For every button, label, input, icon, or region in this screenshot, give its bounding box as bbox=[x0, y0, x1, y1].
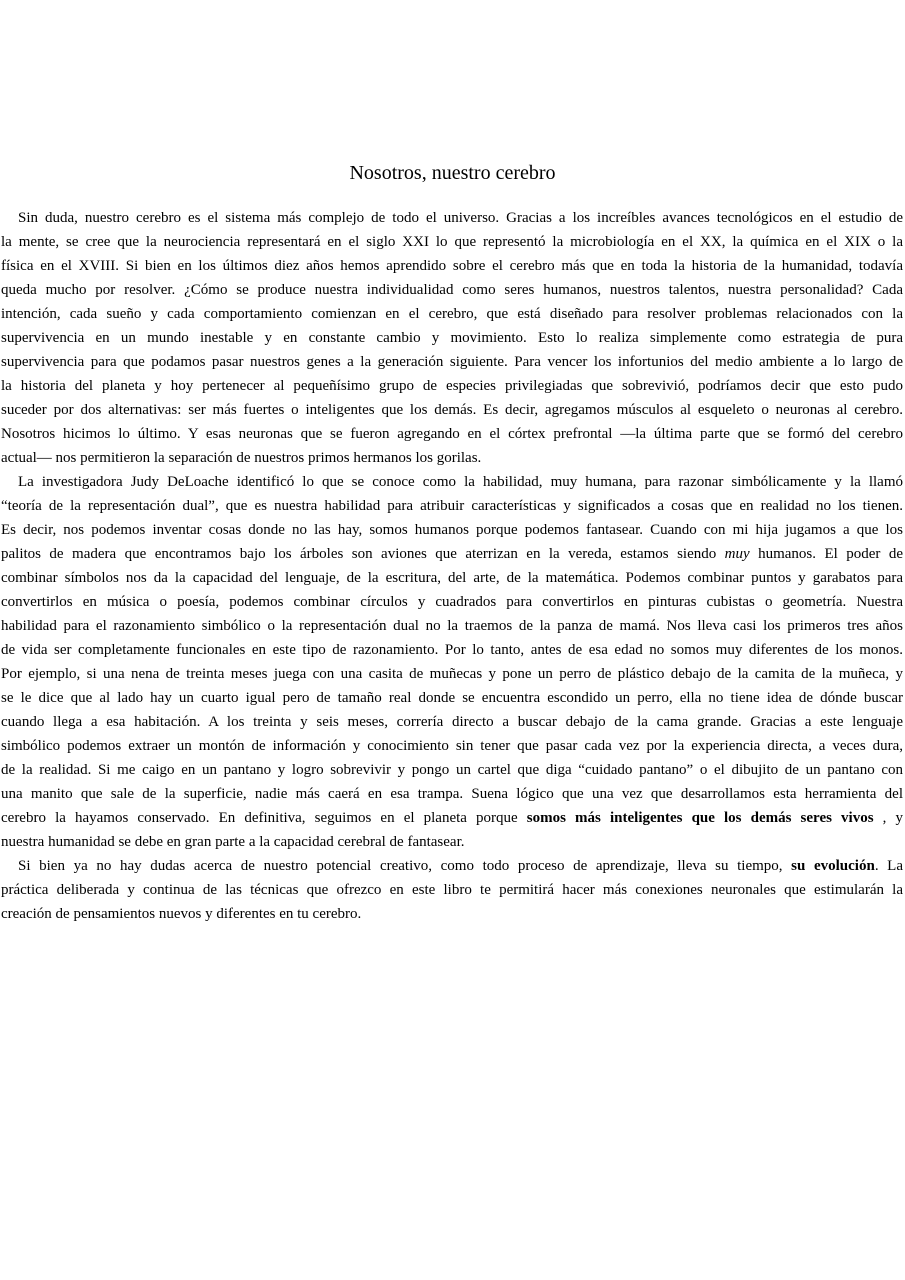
text-line bbox=[1, 830, 903, 854]
paragraph bbox=[1, 854, 903, 926]
text-segment: supervivencia en un mundo inestable y en constante cambio y movimiento. Esto lo realiza simplemente como estrategia de pura bbox=[1, 330, 903, 346]
text-segment: simbólico podemos extraer un montón de información y conocimiento sin tener que pasar cada vez por la experiencia directa, a veces dura, bbox=[1, 738, 903, 754]
bold-text: somos más inteligentes que los demás seres vivos bbox=[526, 810, 874, 826]
chapter-title: Nosotros, nuestro cerebro bbox=[349, 162, 556, 184]
paragraph bbox=[1, 470, 903, 854]
text-line bbox=[1, 806, 903, 830]
text-line bbox=[1, 734, 903, 758]
text-segment: actual— nos permitieron la separación de nuestros primos hermanos los gorilas. bbox=[1, 450, 482, 466]
text-line bbox=[1, 662, 903, 686]
text-segment: intención, cada sueño y cada comportamiento comienzan en el cerebro, que está diseñado para resolver problemas relacionados con la bbox=[1, 306, 903, 322]
text-segment: de la realidad. Si me caigo en un pantano y logro sobrevivir y pongo un cartel que diga “cuidado pantano” o el dibujito de un pantano con bbox=[1, 762, 903, 778]
text-segment: convertirlos en música o poesía, podemos combinar círculos y cuadrados para convertirlos en pinturas cubistas o geometría. Nuestra bbox=[1, 594, 903, 610]
text-line bbox=[1, 278, 903, 302]
text-line bbox=[1, 446, 903, 470]
text-line bbox=[1, 470, 903, 494]
text-segment: . La bbox=[874, 858, 904, 874]
text-segment: palitos de madera que encontramos bajo los árboles son aviones que aterrizan en la vereda, estamos siendo bbox=[1, 546, 725, 562]
text-segment: práctica deliberada y continua de las técnicas que ofrezco en este libro te permitirá hacer más conexiones neuronales que estimularán la bbox=[1, 882, 903, 898]
text-segment: Si bien ya no hay dudas acerca de nuestro potencial creativo, como todo proceso de aprendizaje, lleva su tiempo, bbox=[18, 858, 792, 874]
paragraph bbox=[1, 206, 903, 470]
text-line bbox=[1, 374, 903, 398]
text-line bbox=[1, 542, 903, 566]
text-segment: supervivencia para que podamos pasar nuestros genes a la generación siguiente. Para vencer los infortunios del medio ambiente a lo largo de bbox=[1, 354, 903, 370]
text-line bbox=[1, 566, 903, 590]
text-segment: se le dice que al lado hay un cuarto igual pero de tamaño real donde se encuentra escondido un perro, ella no tiene idea de dónde buscar bbox=[1, 690, 903, 706]
text-segment: Nosotros hicimos lo último. Y esas neuronas que se fueron agregando en el córtex prefrontal —la última parte que se formó del cerebro bbox=[1, 426, 903, 442]
text-segment: habilidad para el razonamiento simbólico o la representación dual no la traemos de la panza de mamá. Nos lleva casi los primeros tres años bbox=[1, 618, 903, 634]
text-line bbox=[1, 758, 903, 782]
text-line bbox=[1, 398, 903, 422]
text-segment: humanos. El poder de bbox=[749, 546, 903, 562]
text-segment: la mente, se cree que la neurociencia representará en el siglo XXI lo que representó la microbiología en el XX, la química en el XIX o la bbox=[1, 234, 903, 250]
text-segment: La investigadora Judy DeLoache identificó lo que se conoce como la habilidad, muy humana, para razonar simbólicamente y la llamó bbox=[18, 474, 903, 490]
text-segment: suceder por dos alternativas: ser más fuertes o inteligentes que los demás. Es decir, agregamos músculos al esqueleto o neuronas al cerebro. bbox=[1, 402, 903, 418]
text-line bbox=[1, 686, 903, 710]
text-line bbox=[1, 422, 903, 446]
text-segment: , y bbox=[873, 810, 903, 826]
text-segment: Es decir, nos podemos inventar cosas donde no las hay, somos humanos porque podemos fantasear. Cuando con mi hija jugamos a que los bbox=[1, 522, 903, 538]
bold-text: su evolución bbox=[791, 858, 875, 874]
text-line bbox=[1, 878, 903, 902]
text-segment: creación de pensamientos nuevos y diferentes en tu cerebro. bbox=[1, 906, 362, 922]
text-line bbox=[1, 518, 903, 542]
text-line bbox=[1, 254, 903, 278]
text-line bbox=[1, 902, 903, 926]
text-line bbox=[1, 710, 903, 734]
text-segment: una manito que sale de la superficie, nadie más caerá en esa trampa. Suena lógico que una vez que desarrollamos esta herramienta del bbox=[1, 786, 903, 802]
text-line bbox=[1, 302, 903, 326]
text-line bbox=[1, 326, 903, 350]
text-segment: Por ejemplo, si una nena de treinta meses juega con una casita de muñecas y pone un perro de plástico debajo de la camita de la muñeca, y bbox=[1, 666, 903, 682]
text-segment: “teoría de la representación dual”, que es nuestra habilidad para atribuir características y significados a cosas que en realidad no los tienen. bbox=[1, 498, 903, 514]
text-segment: cuando llega a esa habitación. A los treinta y seis meses, correría directo a buscar debajo de la cama grande. Gracias a este lenguaje bbox=[1, 714, 903, 730]
text-line bbox=[1, 206, 903, 230]
text-segment: de vida ser completamente funcionales en este tipo de razonamiento. Por lo tanto, antes de esa edad no somos muy diferentes de los monos. bbox=[1, 642, 903, 658]
italic-text: muy bbox=[724, 546, 750, 562]
text-segment: Sin duda, nuestro cerebro es el sistema más complejo de todo el universo. Gracias a los increíbles avances tecnológicos en el estudio de bbox=[18, 210, 903, 226]
text-line bbox=[1, 230, 903, 254]
text-line bbox=[1, 638, 903, 662]
text-line bbox=[1, 782, 903, 806]
text-line bbox=[1, 494, 903, 518]
text-line bbox=[1, 350, 903, 374]
text-segment: cerebro la hayamos conservado. En definitiva, seguimos en el planeta porque bbox=[1, 810, 527, 826]
text-line bbox=[1, 614, 903, 638]
text-segment: queda mucho por resolver. ¿Cómo se produce nuestra individualidad como seres humanos, nuestros talentos, nuestra personalidad? Cada bbox=[1, 282, 903, 298]
body-text bbox=[1, 206, 903, 926]
text-segment: combinar símbolos nos da la capacidad del lenguaje, de la escritura, del arte, de la matemática. Podemos combinar puntos y garabatos para bbox=[1, 570, 903, 586]
text-segment: física en el XVIII. Si bien en los últimos diez años hemos aprendido sobre el cerebro más que en toda la historia de la humanidad, todavía bbox=[1, 258, 903, 274]
text-line bbox=[1, 590, 903, 614]
text-segment: nuestra humanidad se debe en gran parte a la capacidad cerebral de fantasear. bbox=[1, 834, 465, 850]
text-segment: la historia del planeta y hoy pertenecer al pequeñísimo grupo de especies privilegiadas que sobrevivió, podríamos decir que esto pudo bbox=[1, 378, 903, 394]
text-line bbox=[1, 854, 903, 878]
